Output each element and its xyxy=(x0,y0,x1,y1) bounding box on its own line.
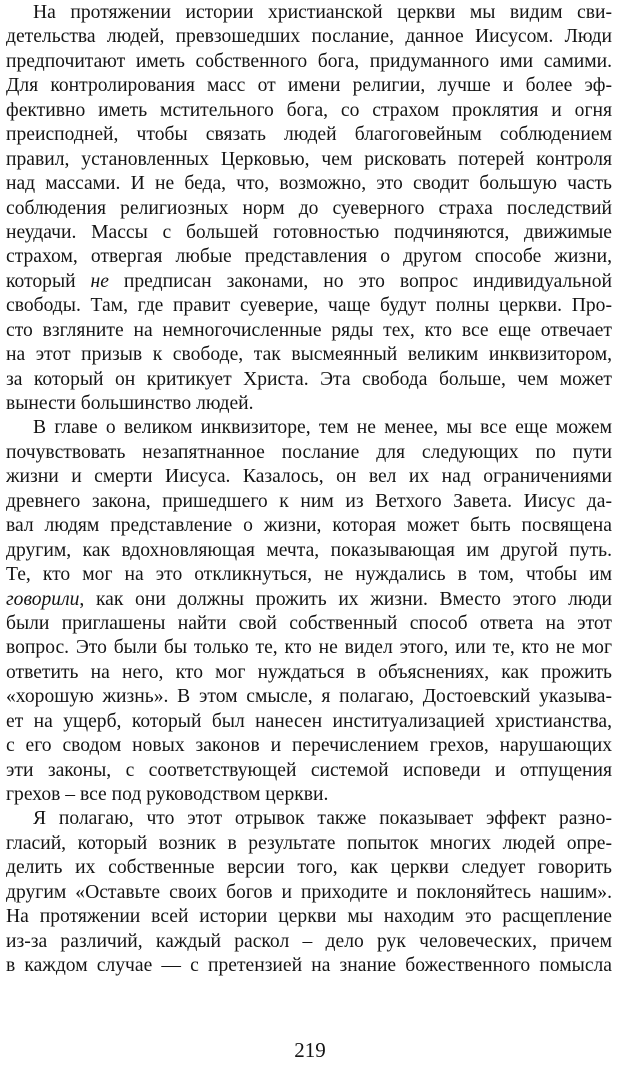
italic-text: не xyxy=(90,270,109,292)
text-segment: вынести большинство людей. xyxy=(6,393,254,414)
text-segment: вал людям представление о жизни, которая может быть посвящена xyxy=(6,515,612,537)
text-segment: Я полагаю, что этот отрывок также показывает эффект разно- xyxy=(33,808,612,830)
text-segment: грехов – все под руководством церкви. xyxy=(6,784,329,805)
text-line xyxy=(6,661,612,685)
text-line xyxy=(6,294,612,318)
text-segment: неудачи. Массы с большей готовностью подчиняются, движимые xyxy=(6,221,612,243)
text-line xyxy=(6,441,612,465)
text-line xyxy=(6,245,612,269)
text-line xyxy=(6,759,612,783)
text-line xyxy=(6,99,612,123)
text-line xyxy=(6,685,612,709)
text-segment: древнего закона, пришедшего к ним из Ветхого Завета. Иисус да- xyxy=(6,490,612,512)
text-line xyxy=(6,930,612,954)
text-segment: гласий, который возник в результате попыток многих людей опре- xyxy=(6,832,612,854)
text-segment: почувствовать незапятнанное послание для следующих по пути xyxy=(6,441,612,463)
text-line xyxy=(6,636,612,660)
text-line xyxy=(6,588,612,612)
text-line xyxy=(6,856,612,880)
text-line xyxy=(6,734,612,758)
text-line xyxy=(6,612,612,636)
text-segment: Для контролирования масс от имени религии, лучше и более эф- xyxy=(6,75,612,97)
text-line xyxy=(6,710,612,734)
text-segment: , как они должны прожить их жизни. Вместо этого люди xyxy=(79,588,612,610)
text-line xyxy=(6,50,612,74)
text-segment: делить их собственные версии того, как церкви следует говорить xyxy=(6,857,612,879)
text-segment: с его сводом новых законов и перечислением грехов, нарушающих xyxy=(6,735,612,757)
text-line xyxy=(6,539,612,563)
text-line xyxy=(6,172,612,196)
text-line xyxy=(6,123,612,147)
text-segment: сто взгляните на немногочисленные ряды тех, кто все еще отвечает xyxy=(6,319,612,341)
text-line xyxy=(6,392,612,416)
text-segment: «хорошую жизнь». В этом смысле, я полагаю, Достоевский указыва- xyxy=(6,686,612,708)
text-segment: были приглашены найти свой собственный способ ответа на этот xyxy=(6,612,612,634)
text-segment: На протяжении истории христианской церкви мы видим сви- xyxy=(33,2,612,23)
text-segment: страхом, отвергая любые представления о другом способе жизни, xyxy=(6,246,612,268)
text-segment: над массами. И не беда, что, возможно, это сводит большую часть xyxy=(6,173,612,195)
text-segment: Те, кто мог на это откликнуться, не нуждались в том, чтобы им xyxy=(6,564,612,586)
text-segment: ет на ущерб, который был нанесен институализацией христианства, xyxy=(6,710,612,732)
text-segment: другим, как вдохновляющая мечта, показывающая им другой путь. xyxy=(6,539,612,561)
text-line xyxy=(6,416,612,440)
text-segment: детельства людей, превзошедших послание, данное Иисусом. Люди xyxy=(6,26,612,48)
text-line xyxy=(6,319,612,343)
text-segment: в каждом случае — с претензией на знание божественного помысла xyxy=(6,955,612,977)
text-line xyxy=(6,807,612,831)
text-line xyxy=(6,832,612,856)
text-segment: другим «Оставьте своих богов и приходите и поклоняйтесь нашим». xyxy=(6,881,612,903)
text-line xyxy=(6,954,612,978)
body-text xyxy=(6,1,612,979)
text-line xyxy=(6,881,612,905)
text-line xyxy=(6,514,612,538)
text-segment: правил, установленных Церковью, чем рисковать потерей контроля xyxy=(6,148,612,170)
text-line xyxy=(6,221,612,245)
text-segment: ответить на него, кто мог нуждаться в объяснениях, как прожить xyxy=(6,661,612,683)
text-line xyxy=(6,783,612,807)
text-line xyxy=(6,197,612,221)
text-segment: на этот призыв к свободе, так высмеянный великим инквизитором, xyxy=(6,344,612,366)
text-line xyxy=(6,25,612,49)
text-line xyxy=(6,74,612,98)
text-segment: эти законы, с соответствующей системой исповеди и отпущения xyxy=(6,759,612,781)
italic-text: говорили xyxy=(6,588,80,610)
text-segment: В главе о великом инквизиторе, тем не менее, мы все еще можем xyxy=(33,417,612,439)
text-segment: предпочитают иметь собственного бога, придуманного ими самими. xyxy=(6,50,612,72)
text-segment: На протяжении всей истории церкви мы находим это расщепление xyxy=(6,906,612,928)
text-segment: предписан законами, но это вопрос индивидуальной xyxy=(108,270,612,292)
text-line xyxy=(6,563,612,587)
text-segment: преисподней, чтобы связать людей благоговейным соблюдением xyxy=(6,124,612,146)
text-line xyxy=(6,148,612,172)
text-segment: вопрос. Это были бы только те, кто не видел этого, или те, кто не мог xyxy=(6,637,612,659)
text-segment: фективно иметь мстительного бога, со страхом проклятия и огня xyxy=(6,99,612,121)
text-segment: который xyxy=(6,270,91,292)
text-segment: жизни и смерти Иисуса. Казалось, он вел их над ограничениями xyxy=(6,466,612,488)
text-line xyxy=(6,1,612,25)
text-line xyxy=(6,343,612,367)
text-line xyxy=(6,270,612,294)
text-segment: из-за различий, каждый раскол – дело рук человеческих, причем xyxy=(6,930,612,952)
page-number: 219 xyxy=(294,1038,326,1062)
text-segment: за который он критикует Христа. Эта свобода больше, чем может xyxy=(6,368,612,390)
text-line xyxy=(6,368,612,392)
text-line xyxy=(6,465,612,489)
text-line xyxy=(6,490,612,514)
text-segment: соблюдения религиозных норм до суеверного страха последствий xyxy=(6,197,612,219)
text-line xyxy=(6,905,612,929)
text-segment: свободы. Там, где правит суеверие, чаще будут полны церкви. Про- xyxy=(6,295,612,317)
